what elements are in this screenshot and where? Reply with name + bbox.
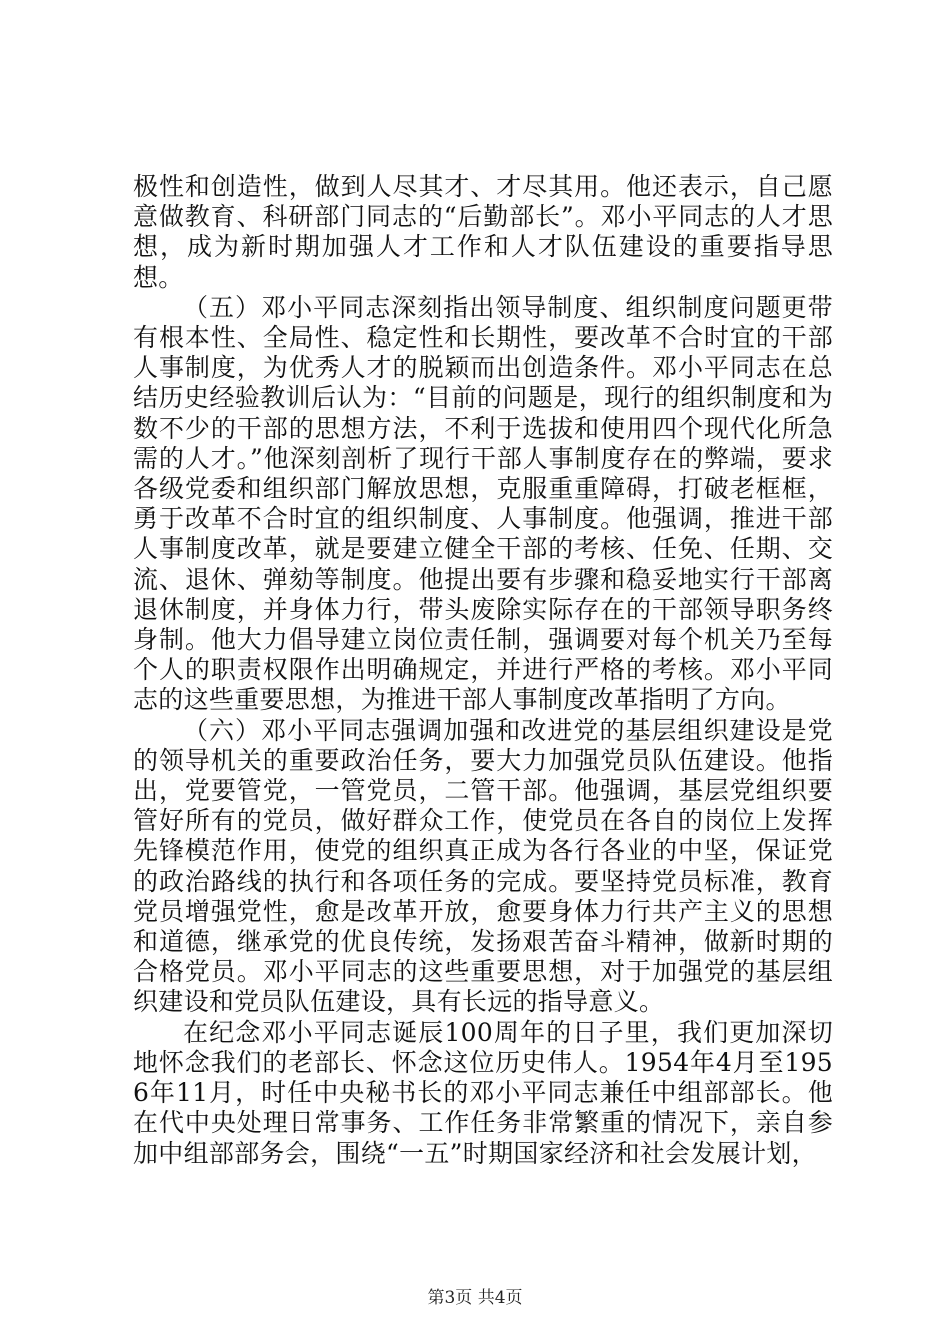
- paragraph-continuation: 极性和创造性，做到人尽其才、才尽其用。他还表示，自己愿意做教育、科研部门同志的“后勤部长”。邓小平同志的人才思想，成为新时期加强人才工作和人才队伍建设的重要指导思想。: [133, 172, 833, 292]
- page-footer: 第3页 共4页: [427, 1288, 523, 1308]
- document-body: [133, 172, 833, 1169]
- paragraph-section-six: （六）邓小平同志强调加强和改进党的基层组织建设是党的领导机关的重要政治任务，要大力加强党员队伍建设。他指出，党要管党，一管党员，二管干部。他强调，基层党组织要管好所有的党员，做好群众工作，使党员在各自的岗位上发挥先锋模范作用，使党的组织真正成为各行各业的中坚，保证党的政治路线的执行和各项任务的完成。要坚持党员标准，教育党员增强党性，愈是改革开放，愈要身体力行共产主义的思想和道德，继承党的优良传统，发扬艰苦奋斗精神，做新时期的合格党员。邓小平同志的这些重要思想，对于加强党的基层组织建设和党员队伍建设，具有长远的指导意义。: [133, 715, 833, 1017]
- paragraph-section-five: （五）邓小平同志深刻指出领导制度、组织制度问题更带有根本性、全局性、稳定性和长期性，要改革不合时宜的干部人事制度，为优秀人才的脱颖而出创造条件。邓小平同志在总结历史经验教训后认为：“目前的问题是，现行的组织制度和为数不少的干部的思想方法，不利于选拔和使用四个现代化所急需的人才。”他深刻剖析了现行干部人事制度存在的弊端，要求各级党委和组织部门解放思想，克服重重障碍，打破老框框，勇于改革不合时宜的组织制度、人事制度。他强调，推进干部人事制度改革，就是要建立健全干部的考核、任免、任期、交流、退休、弹劾等制度。他提出要有步骤和稳妥地实行干部离退休制度，并身体力行，带头废除实际存在的干部领导职务终身制。他大力倡导建立岗位责任制，强调要对每个机关乃至每个人的职责权限作出明确规定，并进行严格的考核。邓小平同志的这些重要思想，为推进干部人事制度改革指明了方向。: [133, 292, 833, 715]
- paragraph-commemoration: 在纪念邓小平同志诞辰100周年的日子里，我们更加深切地怀念我们的老部长、怀念这位历史伟人。1954年4月至1956年11月，时任中央秘书长的邓小平同志兼任中组部部长。他在代中央处理日常事务、工作任务非常繁重的情况下，亲自参加中组部部务会，围绕“一五”时期国家经济和社会发展计划，: [133, 1017, 833, 1168]
